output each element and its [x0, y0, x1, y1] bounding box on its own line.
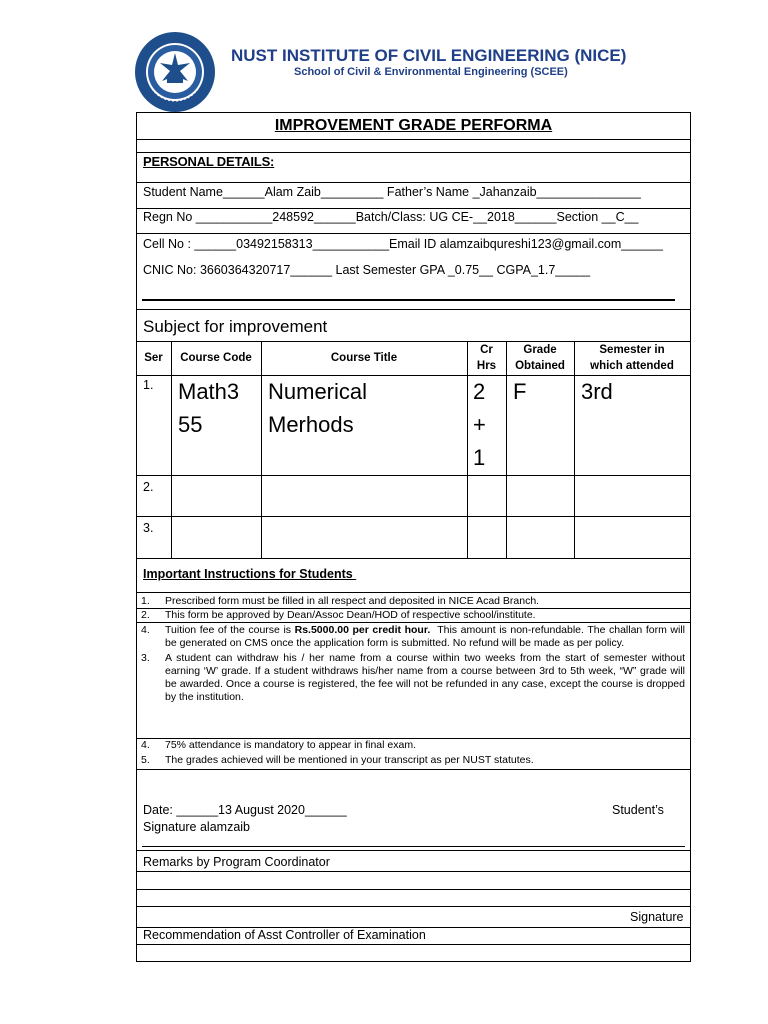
- registration-line: Regn No ___________248592______Batch/Class: UG CE-__2018______Section __C__: [143, 210, 639, 224]
- rule: [136, 309, 691, 310]
- header-hrs: Hrs: [476, 360, 497, 372]
- header-grade: Grade: [523, 344, 557, 356]
- row-course-title-2: Merhods: [268, 412, 354, 437]
- form-title: IMPROVEMENT GRADE PERFORMA: [274, 117, 553, 134]
- item-number: 4.: [141, 739, 150, 751]
- table-column-rule: [574, 341, 575, 558]
- item-text: A student can withdraw his / her name from a course within two weeks from the start of semester without earning ‘W’ grade. If a student withdraws his/her name from a course between 3rd to 5th week, “W” grade will be awarded. Once a course is registered, the fee will not be refunded in any case, except the course is dropped by the institution.: [165, 652, 685, 703]
- university-logo: [134, 31, 216, 113]
- signature-rule: [142, 846, 685, 847]
- rule: [136, 139, 691, 140]
- rule: [136, 233, 691, 234]
- rule: [136, 850, 691, 851]
- cell-email-line: Cell No : ______03492158313___________Email ID alamzaibqureshi123@gmail.com______: [143, 237, 663, 251]
- rule: [136, 592, 691, 593]
- list-item: [136, 622, 691, 650]
- rule: [136, 516, 691, 517]
- remarks-label: Remarks by Program Coordinator: [143, 855, 330, 869]
- list-item: [136, 608, 691, 622]
- recommendation-label: Recommendation of Asst Controller of Examination: [143, 928, 426, 942]
- row-course-code-2: 55: [178, 412, 203, 437]
- instructions-heading: Important Instructions for Students: [143, 567, 357, 581]
- item-text: Prescribed form must be filled in all respect and deposited in NICE Acad Branch.: [165, 595, 540, 607]
- row-grade: F: [513, 379, 527, 404]
- form-border-left: [136, 112, 137, 962]
- instructions-list-b: [136, 739, 691, 767]
- rule: [136, 182, 691, 183]
- list-item: [136, 595, 691, 608]
- item-number: 4.: [141, 624, 150, 636]
- item-text: This form be approved by Dean/Assoc Dean/HOD of respective school/institute.: [165, 609, 536, 621]
- rule: [136, 475, 691, 476]
- item-number: 5.: [141, 754, 150, 766]
- rule: [136, 871, 691, 872]
- row-ser: 1.: [143, 378, 154, 392]
- list-item: [136, 739, 691, 752]
- rule: [136, 152, 691, 153]
- row-course-title-1: Numerical: [268, 379, 368, 404]
- header-cr: Cr: [480, 344, 493, 356]
- fee-text-pre: Tuition fee of the course is: [165, 624, 295, 636]
- header-course-title: Course Title: [330, 352, 398, 364]
- header-ser: Ser: [144, 352, 163, 364]
- rule: [136, 375, 691, 376]
- cnic-gpa-line: CNIC No: 3660364320717______ Last Semester GPA _0.75__ CGPA_1.7_____: [143, 263, 591, 277]
- rule: [136, 769, 691, 770]
- school-name: School of Civil & Environmental Engineering (SCEE): [294, 66, 568, 78]
- list-item: [136, 754, 691, 767]
- subject-heading: Subject for improvement: [143, 317, 328, 336]
- rule: [136, 341, 691, 342]
- item-number: 3.: [141, 652, 150, 664]
- row-cr-hrs-2: +: [473, 412, 486, 437]
- personal-details-heading: PERSONAL DETAILS:: [143, 154, 275, 169]
- rule: [136, 961, 691, 962]
- rule: [136, 208, 691, 209]
- header-course-code: Course Code: [180, 352, 252, 364]
- rule: [136, 112, 691, 113]
- item-number: 2.: [141, 609, 150, 621]
- header-semester: Semester in: [599, 344, 665, 356]
- item-text: The grades achieved will be mentioned in your transcript as per NUST statutes.: [165, 754, 534, 766]
- row-ser: 2.: [143, 480, 154, 494]
- rule: [136, 889, 691, 890]
- signature-label: Signature: [630, 910, 684, 924]
- row-course-code-1: Math3: [178, 379, 240, 404]
- date-line: Date: ______13 August 2020______: [143, 803, 347, 817]
- rule: [136, 558, 691, 559]
- fee-text-post: This amount is non-refundable. The challan form will be generated on CMS once the application form is submitted. No refund will be made as per policy.: [165, 624, 688, 649]
- rule: [136, 944, 691, 945]
- signature-rule: [142, 299, 675, 301]
- item-text: [165, 624, 691, 650]
- row-cr-hrs-1: 2: [473, 379, 486, 404]
- item-number: 1.: [141, 595, 150, 607]
- table-column-rule: [506, 341, 507, 558]
- table-column-rule: [261, 341, 262, 558]
- instructions-list-a: [136, 595, 691, 704]
- form-border-right: [690, 112, 691, 962]
- header-which-attended: which attended: [590, 360, 674, 372]
- table-column-rule: [171, 341, 172, 558]
- list-item: [136, 652, 691, 704]
- row-cr-hrs-3: 1: [473, 445, 486, 470]
- item-text: 75% attendance is mandatory to appear in final exam.: [165, 739, 416, 751]
- students-label: Student’s: [612, 803, 664, 817]
- rule: [136, 906, 691, 907]
- student-signature: Signature alamzaib: [143, 820, 251, 834]
- header-obtained: Obtained: [515, 360, 565, 372]
- student-name-line: Student Name______Alam Zaib_________ Father’s Name _Jahanzaib_______________: [143, 185, 641, 199]
- row-ser: 3.: [143, 521, 154, 535]
- row-semester: 3rd: [581, 379, 613, 404]
- institute-name: NUST INSTITUTE OF CIVIL ENGINEERING (NICE): [231, 46, 627, 65]
- table-column-rule: [467, 341, 468, 558]
- fee-amount: Rs.5000.00 per credit hour.: [294, 624, 431, 636]
